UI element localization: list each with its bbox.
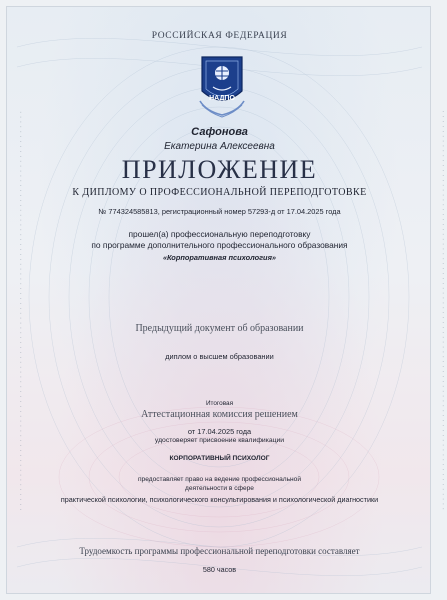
diploma-appendix-sheet [6, 6, 447, 594]
document-subtitle: К ДИПЛОМУ О ПРОФЕССИОНАЛЬНОЙ ПЕРЕПОДГОТОВКЕ [72, 187, 367, 198]
document-title: ПРИЛОЖЕНИЕ [121, 155, 318, 184]
qualification-confirms-text: удостоверяет присвоение квалификации [154, 437, 285, 444]
nadpo-emblem-logo [196, 51, 248, 121]
recipient-given-names: Екатерина Алексеевна [164, 141, 275, 152]
program-passed-line-2: по программе дополнительного профессионального образования [91, 240, 348, 250]
recipient-surname: Сафонова [191, 126, 248, 138]
rights-line-2: деятельности в сфере [185, 485, 254, 492]
security-microtext-left: · · · · · · · · · · · · · · · · · · · · · · · · · · · · · · · · · · · · · · · · · · · · · · · · · · · · · · · · · · · · · · · · · · · · · · · · · · · · · · · · · · [17, 110, 25, 511]
previous-document-label: Предыдущий документ об образовании [135, 323, 304, 334]
workload-label: Трудоемкость программы профессиональной переподготовки составляет [79, 546, 360, 556]
country-heading: РОССИЙСКАЯ ФЕДЕРАЦИЯ [151, 31, 288, 41]
rights-line-3: практической психологии, психологического консультирования и психологической диагностики [60, 495, 379, 504]
previous-document-value: диплом о высшем образовании [165, 352, 274, 361]
security-microtext-right: · · · · · · · · · · · · · · · · · · · · · · · · · · · · · · · · · · · · · · · · · · · · · · · · · · · · · · · · · · · · · · · · · · · · · · · · · · · · · · · · · · [439, 110, 447, 511]
qualification-name: КОРПОРАТИВНЫЙ ПСИХОЛОГ [169, 455, 270, 462]
final-attestation-label: Итоговая [205, 400, 234, 407]
logo-text: НАДПО [209, 95, 235, 102]
registration-number-line: № 774324585813, регистрационный номер 57293-д от 17.04.2025 года [98, 207, 341, 216]
rights-line-1: предоставляет право на ведение профессиональной [137, 476, 302, 483]
program-passed-line-1: прошел(а) профессиональную переподготовку [128, 229, 311, 239]
program-name: «Корпоративная психология» [162, 253, 277, 262]
attestation-date: от 17.04.2025 года [187, 427, 252, 436]
attestation-commission-label: Аттестационная комиссия решением [141, 409, 298, 420]
workload-hours: 580 часов [202, 565, 237, 574]
